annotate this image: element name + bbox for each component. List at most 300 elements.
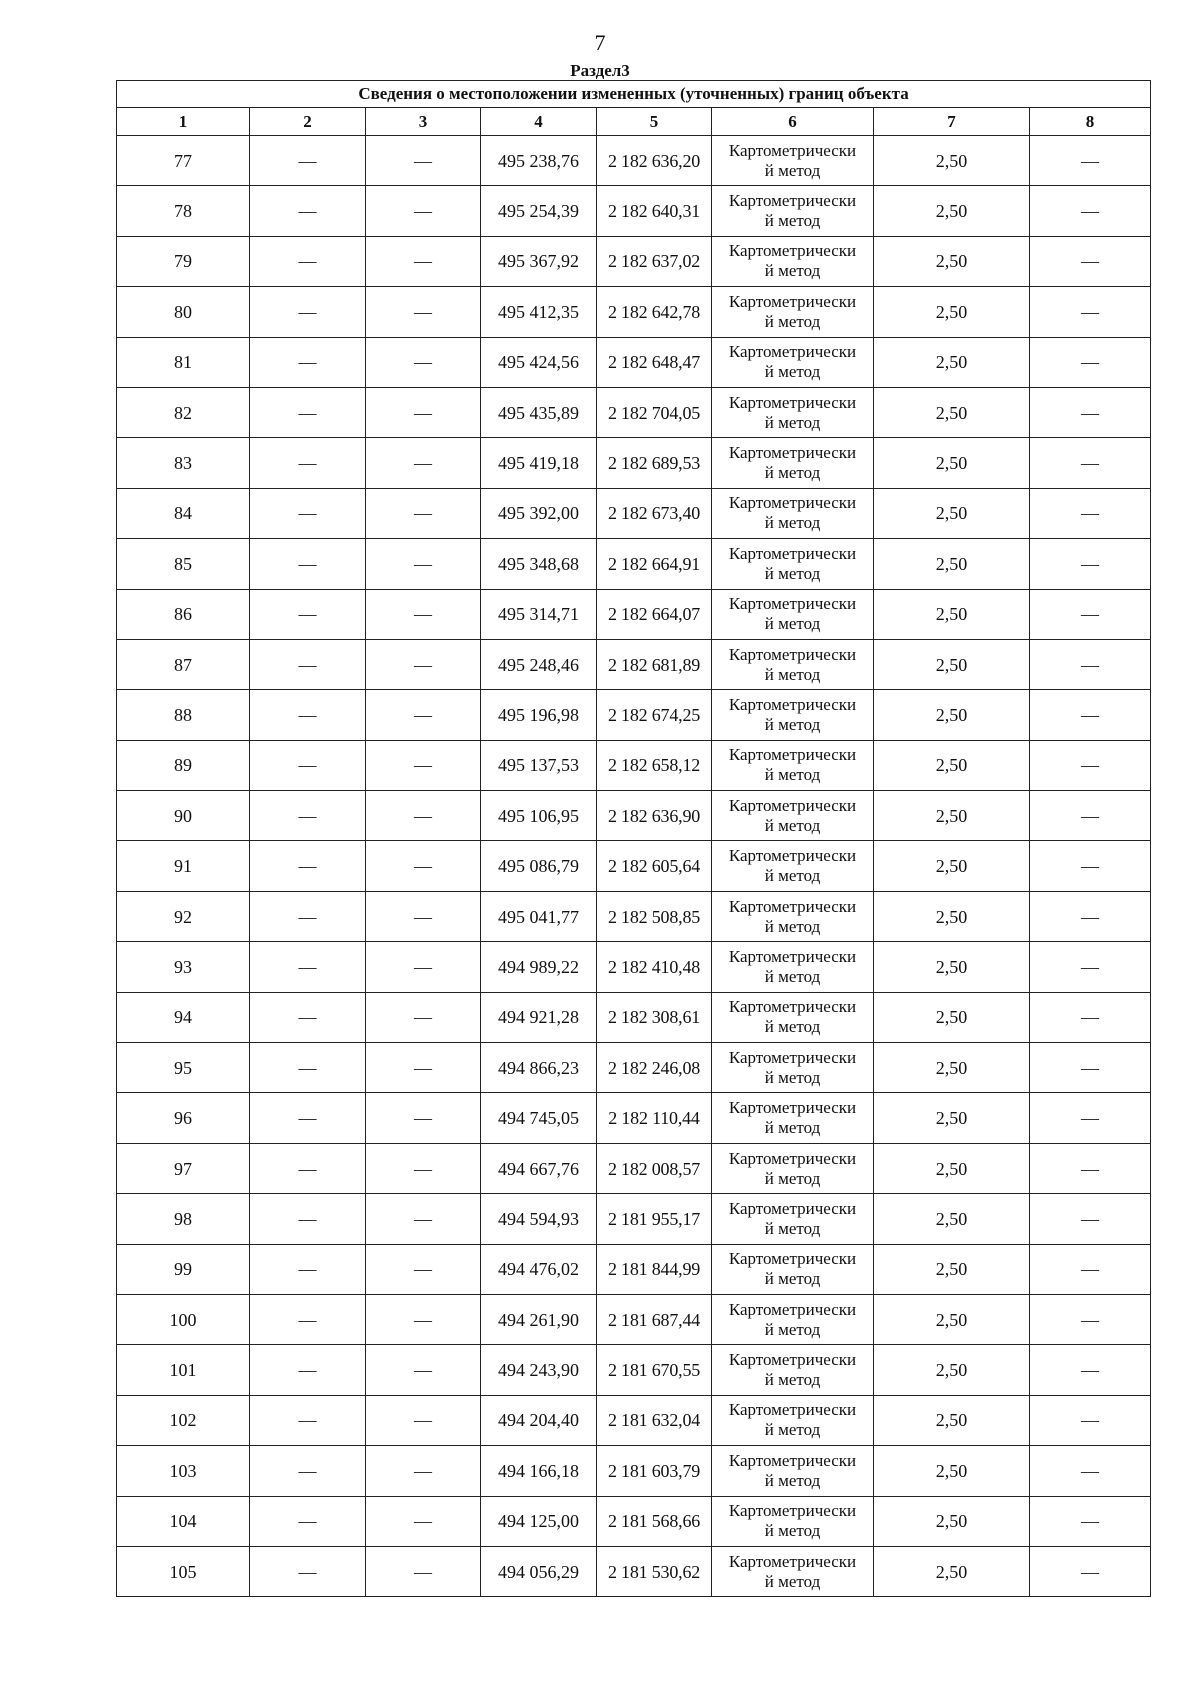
x-coordinate: 495 419,18 — [481, 438, 597, 488]
accuracy-value: 2,50 — [874, 186, 1030, 236]
y-coordinate: 2 182 681,89 — [597, 639, 712, 689]
x-coordinate: 494 989,22 — [481, 942, 597, 992]
method-cell — [712, 740, 874, 790]
accuracy-value: 2,50 — [874, 1446, 1030, 1496]
col8-value: — — [1030, 841, 1151, 891]
method-cell — [712, 438, 874, 488]
col8-value: — — [1030, 136, 1151, 186]
col8-value: — — [1030, 992, 1151, 1042]
method-line-2: й метод — [764, 1168, 821, 1188]
y-coordinate: 2 181 687,44 — [597, 1294, 712, 1344]
y-coordinate: 2 182 664,91 — [597, 539, 712, 589]
y-coordinate: 2 182 658,12 — [597, 740, 712, 790]
col2-value: — — [250, 992, 366, 1042]
col2-value: — — [250, 1496, 366, 1546]
col8-value: — — [1030, 589, 1151, 639]
method-line-2: й метод — [764, 765, 821, 785]
method-line-2: й метод — [764, 211, 821, 231]
point-number: 84 — [117, 488, 250, 538]
col8-value: — — [1030, 942, 1151, 992]
method-cell — [712, 1345, 874, 1395]
y-coordinate: 2 182 704,05 — [597, 387, 712, 437]
col3-value: — — [366, 236, 481, 286]
col8-value: — — [1030, 387, 1151, 437]
method-line-2: й метод — [764, 463, 821, 483]
accuracy-value: 2,50 — [874, 740, 1030, 790]
y-coordinate: 2 182 636,20 — [597, 136, 712, 186]
col2-value: — — [250, 186, 366, 236]
method-cell — [712, 186, 874, 236]
accuracy-value: 2,50 — [874, 1294, 1030, 1344]
col8-value: — — [1030, 539, 1151, 589]
method-line-1: Картометрически — [728, 392, 857, 412]
col2-value: — — [250, 942, 366, 992]
point-number: 104 — [117, 1496, 250, 1546]
method-line-1: Картометрически — [728, 594, 857, 614]
col3-value: — — [366, 1395, 481, 1445]
method-line-2: й метод — [764, 866, 821, 886]
x-coordinate: 495 086,79 — [481, 841, 597, 891]
y-coordinate: 2 182 110,44 — [597, 1093, 712, 1143]
col2-value: — — [250, 1546, 366, 1596]
point-number: 82 — [117, 387, 250, 437]
y-coordinate: 2 181 844,99 — [597, 1244, 712, 1294]
table-header-row — [117, 108, 1151, 136]
table-row — [117, 942, 1151, 992]
method-cell — [712, 1194, 874, 1244]
method-line-2: й метод — [764, 362, 821, 382]
x-coordinate: 495 367,92 — [481, 236, 597, 286]
col3-value: — — [366, 1345, 481, 1395]
col8-value: — — [1030, 891, 1151, 941]
col2-value: — — [250, 639, 366, 689]
x-coordinate: 495 248,46 — [481, 639, 597, 689]
col3-value: — — [366, 1496, 481, 1546]
method-cell — [712, 1446, 874, 1496]
accuracy-value: 2,50 — [874, 589, 1030, 639]
point-number: 93 — [117, 942, 250, 992]
method-line-1: Картометрически — [728, 241, 857, 261]
method-line-2: й метод — [764, 815, 821, 835]
col2-value: — — [250, 1446, 366, 1496]
accuracy-value: 2,50 — [874, 690, 1030, 740]
method-cell — [712, 539, 874, 589]
method-line-2: й метод — [764, 513, 821, 533]
col2-value: — — [250, 1294, 366, 1344]
method-line-2: й метод — [764, 1218, 821, 1238]
col3-value: — — [366, 539, 481, 589]
table-caption: Сведения о местоположении измененных (уточненных) границ объекта — [117, 81, 1151, 108]
point-number: 103 — [117, 1446, 250, 1496]
method-cell — [712, 1093, 874, 1143]
table-row — [117, 387, 1151, 437]
method-cell — [712, 236, 874, 286]
column-header-8: 8 — [1030, 108, 1151, 136]
method-line-2: й метод — [764, 1017, 821, 1037]
x-coordinate: 494 594,93 — [481, 1194, 597, 1244]
y-coordinate: 2 181 955,17 — [597, 1194, 712, 1244]
col3-value: — — [366, 992, 481, 1042]
col3-value: — — [366, 891, 481, 941]
point-number: 105 — [117, 1546, 250, 1596]
method-line-1: Картометрически — [728, 997, 857, 1017]
point-number: 80 — [117, 287, 250, 337]
col2-value: — — [250, 387, 366, 437]
point-number: 78 — [117, 186, 250, 236]
accuracy-value: 2,50 — [874, 791, 1030, 841]
col3-value: — — [366, 1446, 481, 1496]
point-number: 79 — [117, 236, 250, 286]
column-header-2: 2 — [250, 108, 366, 136]
accuracy-value: 2,50 — [874, 992, 1030, 1042]
y-coordinate: 2 181 530,62 — [597, 1546, 712, 1596]
col2-value: — — [250, 1143, 366, 1193]
accuracy-value: 2,50 — [874, 387, 1030, 437]
accuracy-value: 2,50 — [874, 891, 1030, 941]
method-line-1: Картометрически — [728, 1047, 857, 1067]
method-cell — [712, 690, 874, 740]
method-cell — [712, 841, 874, 891]
x-coordinate: 495 106,95 — [481, 791, 597, 841]
method-line-1: Картометрически — [728, 1551, 857, 1571]
accuracy-value: 2,50 — [874, 1395, 1030, 1445]
col2-value: — — [250, 740, 366, 790]
accuracy-value: 2,50 — [874, 841, 1030, 891]
y-coordinate: 2 182 008,57 — [597, 1143, 712, 1193]
col3-value: — — [366, 1043, 481, 1093]
page-number: 7 — [594, 30, 606, 55]
col8-value: — — [1030, 690, 1151, 740]
col2-value: — — [250, 539, 366, 589]
section-title: Раздел3 — [570, 61, 630, 80]
col2-value: — — [250, 1244, 366, 1294]
method-line-2: й метод — [764, 916, 821, 936]
method-line-2: й метод — [764, 664, 821, 684]
table-row — [117, 891, 1151, 941]
x-coordinate: 495 424,56 — [481, 337, 597, 387]
method-cell — [712, 1496, 874, 1546]
point-number: 77 — [117, 136, 250, 186]
accuracy-value: 2,50 — [874, 337, 1030, 387]
method-line-1: Картометрически — [728, 1400, 857, 1420]
accuracy-value: 2,50 — [874, 1194, 1030, 1244]
col8-value: — — [1030, 287, 1151, 337]
method-line-1: Картометрически — [728, 946, 857, 966]
method-cell — [712, 387, 874, 437]
method-line-2: й метод — [764, 1521, 821, 1541]
method-line-2: й метод — [764, 1370, 821, 1390]
method-cell — [712, 1294, 874, 1344]
method-cell — [712, 337, 874, 387]
point-number: 99 — [117, 1244, 250, 1294]
method-line-1: Картометрически — [728, 644, 857, 664]
col2-value: — — [250, 1194, 366, 1244]
accuracy-value: 2,50 — [874, 1093, 1030, 1143]
col2-value: — — [250, 236, 366, 286]
col2-value: — — [250, 438, 366, 488]
point-number: 86 — [117, 589, 250, 639]
col3-value: — — [366, 186, 481, 236]
table-row — [117, 690, 1151, 740]
method-line-1: Картометрически — [728, 342, 857, 362]
x-coordinate: 495 238,76 — [481, 136, 597, 186]
x-coordinate: 494 866,23 — [481, 1043, 597, 1093]
y-coordinate: 2 182 508,85 — [597, 891, 712, 941]
method-line-1: Картометрически — [728, 694, 857, 714]
table-row — [117, 1244, 1151, 1294]
point-number: 85 — [117, 539, 250, 589]
point-number: 102 — [117, 1395, 250, 1445]
col3-value: — — [366, 1194, 481, 1244]
col3-value: — — [366, 1294, 481, 1344]
x-coordinate: 494 166,18 — [481, 1446, 597, 1496]
accuracy-value: 2,50 — [874, 136, 1030, 186]
y-coordinate: 2 181 603,79 — [597, 1446, 712, 1496]
accuracy-value: 2,50 — [874, 1244, 1030, 1294]
col8-value: — — [1030, 337, 1151, 387]
col8-value: — — [1030, 1294, 1151, 1344]
method-line-1: Картометрически — [728, 795, 857, 815]
point-number: 94 — [117, 992, 250, 1042]
x-coordinate: 495 254,39 — [481, 186, 597, 236]
method-line-1: Картометрически — [728, 1249, 857, 1269]
col8-value: — — [1030, 740, 1151, 790]
point-number: 90 — [117, 791, 250, 841]
x-coordinate: 495 435,89 — [481, 387, 597, 437]
col2-value: — — [250, 1345, 366, 1395]
method-line-1: Картометрически — [728, 443, 857, 463]
x-coordinate: 495 137,53 — [481, 740, 597, 790]
col8-value: — — [1030, 639, 1151, 689]
method-cell — [712, 992, 874, 1042]
point-number: 88 — [117, 690, 250, 740]
table-row — [117, 1395, 1151, 1445]
method-cell — [712, 942, 874, 992]
method-cell — [712, 1546, 874, 1596]
method-line-1: Картометрически — [728, 1350, 857, 1370]
column-header-7: 7 — [874, 108, 1030, 136]
method-cell — [712, 891, 874, 941]
point-number: 97 — [117, 1143, 250, 1193]
table-row — [117, 186, 1151, 236]
col3-value: — — [366, 1143, 481, 1193]
method-cell — [712, 589, 874, 639]
y-coordinate: 2 182 636,90 — [597, 791, 712, 841]
table-row — [117, 236, 1151, 286]
table-row — [117, 791, 1151, 841]
table-row — [117, 136, 1151, 186]
col8-value: — — [1030, 1546, 1151, 1596]
x-coordinate: 495 412,35 — [481, 287, 597, 337]
table-row — [117, 1446, 1151, 1496]
x-coordinate: 495 314,71 — [481, 589, 597, 639]
accuracy-value: 2,50 — [874, 1546, 1030, 1596]
method-line-1: Картометрически — [728, 191, 857, 211]
y-coordinate: 2 182 246,08 — [597, 1043, 712, 1093]
method-line-1: Картометрически — [728, 140, 857, 160]
col3-value: — — [366, 438, 481, 488]
x-coordinate: 495 041,77 — [481, 891, 597, 941]
x-coordinate: 495 196,98 — [481, 690, 597, 740]
point-number: 89 — [117, 740, 250, 790]
method-cell — [712, 1244, 874, 1294]
method-cell — [712, 639, 874, 689]
table-row — [117, 1194, 1151, 1244]
y-coordinate: 2 182 674,25 — [597, 690, 712, 740]
method-line-2: й метод — [764, 1470, 821, 1490]
method-line-2: й метод — [764, 160, 821, 180]
point-number: 92 — [117, 891, 250, 941]
col3-value: — — [366, 488, 481, 538]
method-cell — [712, 1143, 874, 1193]
x-coordinate: 494 921,28 — [481, 992, 597, 1042]
table-row — [117, 992, 1151, 1042]
method-line-1: Картометрически — [728, 846, 857, 866]
col3-value: — — [366, 841, 481, 891]
method-line-1: Картометрически — [728, 1198, 857, 1218]
method-cell — [712, 791, 874, 841]
col3-value: — — [366, 287, 481, 337]
y-coordinate: 2 182 673,40 — [597, 488, 712, 538]
y-coordinate: 2 182 308,61 — [597, 992, 712, 1042]
col2-value: — — [250, 488, 366, 538]
x-coordinate: 494 261,90 — [481, 1294, 597, 1344]
method-line-1: Картометрически — [728, 1450, 857, 1470]
col2-value: — — [250, 841, 366, 891]
method-line-1: Картометрически — [728, 291, 857, 311]
table-row — [117, 1093, 1151, 1143]
y-coordinate: 2 182 640,31 — [597, 186, 712, 236]
y-coordinate: 2 181 568,66 — [597, 1496, 712, 1546]
col3-value: — — [366, 791, 481, 841]
method-line-1: Картометрически — [728, 543, 857, 563]
y-coordinate: 2 182 410,48 — [597, 942, 712, 992]
table-row — [117, 1345, 1151, 1395]
col3-value: — — [366, 1093, 481, 1143]
column-header-3: 3 — [366, 108, 481, 136]
col8-value: — — [1030, 1143, 1151, 1193]
col8-value: — — [1030, 488, 1151, 538]
col2-value: — — [250, 891, 366, 941]
y-coordinate: 2 181 632,04 — [597, 1395, 712, 1445]
method-line-1: Картометрически — [728, 896, 857, 916]
y-coordinate: 2 182 648,47 — [597, 337, 712, 387]
method-line-2: й метод — [764, 714, 821, 734]
col8-value: — — [1030, 1496, 1151, 1546]
accuracy-value: 2,50 — [874, 1143, 1030, 1193]
col8-value: — — [1030, 186, 1151, 236]
col3-value: — — [366, 942, 481, 992]
x-coordinate: 494 243,90 — [481, 1345, 597, 1395]
col3-value: — — [366, 1244, 481, 1294]
method-line-2: й метод — [764, 966, 821, 986]
col2-value: — — [250, 1395, 366, 1445]
y-coordinate: 2 182 605,64 — [597, 841, 712, 891]
col2-value: — — [250, 287, 366, 337]
table-body — [117, 136, 1151, 1597]
accuracy-value: 2,50 — [874, 1345, 1030, 1395]
accuracy-value: 2,50 — [874, 1043, 1030, 1093]
col3-value: — — [366, 740, 481, 790]
col8-value: — — [1030, 1446, 1151, 1496]
method-line-1: Картометрически — [728, 1148, 857, 1168]
y-coordinate: 2 181 670,55 — [597, 1345, 712, 1395]
method-cell — [712, 1395, 874, 1445]
point-number: 98 — [117, 1194, 250, 1244]
col3-value: — — [366, 337, 481, 387]
point-number: 95 — [117, 1043, 250, 1093]
point-number: 100 — [117, 1294, 250, 1344]
col8-value: — — [1030, 791, 1151, 841]
method-cell — [712, 287, 874, 337]
point-number: 81 — [117, 337, 250, 387]
column-header-1: 1 — [117, 108, 250, 136]
method-line-2: й метод — [764, 1420, 821, 1440]
point-number: 83 — [117, 438, 250, 488]
method-line-2: й метод — [764, 1571, 821, 1591]
col8-value: — — [1030, 236, 1151, 286]
method-cell — [712, 136, 874, 186]
col8-value: — — [1030, 1345, 1151, 1395]
method-line-2: й метод — [764, 261, 821, 281]
table-row — [117, 1143, 1151, 1193]
x-coordinate: 494 056,29 — [481, 1546, 597, 1596]
table-row — [117, 438, 1151, 488]
col2-value: — — [250, 791, 366, 841]
accuracy-value: 2,50 — [874, 236, 1030, 286]
method-line-1: Картометрически — [728, 1098, 857, 1118]
table-row — [117, 287, 1151, 337]
table-row — [117, 488, 1151, 538]
method-cell — [712, 1043, 874, 1093]
boundary-coordinates-table — [116, 80, 1151, 1597]
x-coordinate: 494 745,05 — [481, 1093, 597, 1143]
col3-value: — — [366, 639, 481, 689]
col8-value: — — [1030, 1194, 1151, 1244]
accuracy-value: 2,50 — [874, 639, 1030, 689]
accuracy-value: 2,50 — [874, 539, 1030, 589]
method-line-2: й метод — [764, 1118, 821, 1138]
accuracy-value: 2,50 — [874, 438, 1030, 488]
column-header-5: 5 — [597, 108, 712, 136]
table-row — [117, 589, 1151, 639]
point-number: 101 — [117, 1345, 250, 1395]
col8-value: — — [1030, 1043, 1151, 1093]
col2-value: — — [250, 1093, 366, 1143]
col2-value: — — [250, 589, 366, 639]
accuracy-value: 2,50 — [874, 1496, 1030, 1546]
table-row — [117, 639, 1151, 689]
accuracy-value: 2,50 — [874, 287, 1030, 337]
accuracy-value: 2,50 — [874, 942, 1030, 992]
y-coordinate: 2 182 664,07 — [597, 589, 712, 639]
table-row — [117, 1043, 1151, 1093]
method-line-1: Картометрически — [728, 493, 857, 513]
method-line-2: й метод — [764, 1067, 821, 1087]
method-line-2: й метод — [764, 1319, 821, 1339]
col8-value: — — [1030, 1395, 1151, 1445]
table-row — [117, 1546, 1151, 1596]
col8-value: — — [1030, 438, 1151, 488]
point-number: 96 — [117, 1093, 250, 1143]
col8-value: — — [1030, 1244, 1151, 1294]
col3-value: — — [366, 690, 481, 740]
table-row — [117, 539, 1151, 589]
method-line-2: й метод — [764, 563, 821, 583]
col3-value: — — [366, 387, 481, 437]
col3-value: — — [366, 589, 481, 639]
accuracy-value: 2,50 — [874, 488, 1030, 538]
